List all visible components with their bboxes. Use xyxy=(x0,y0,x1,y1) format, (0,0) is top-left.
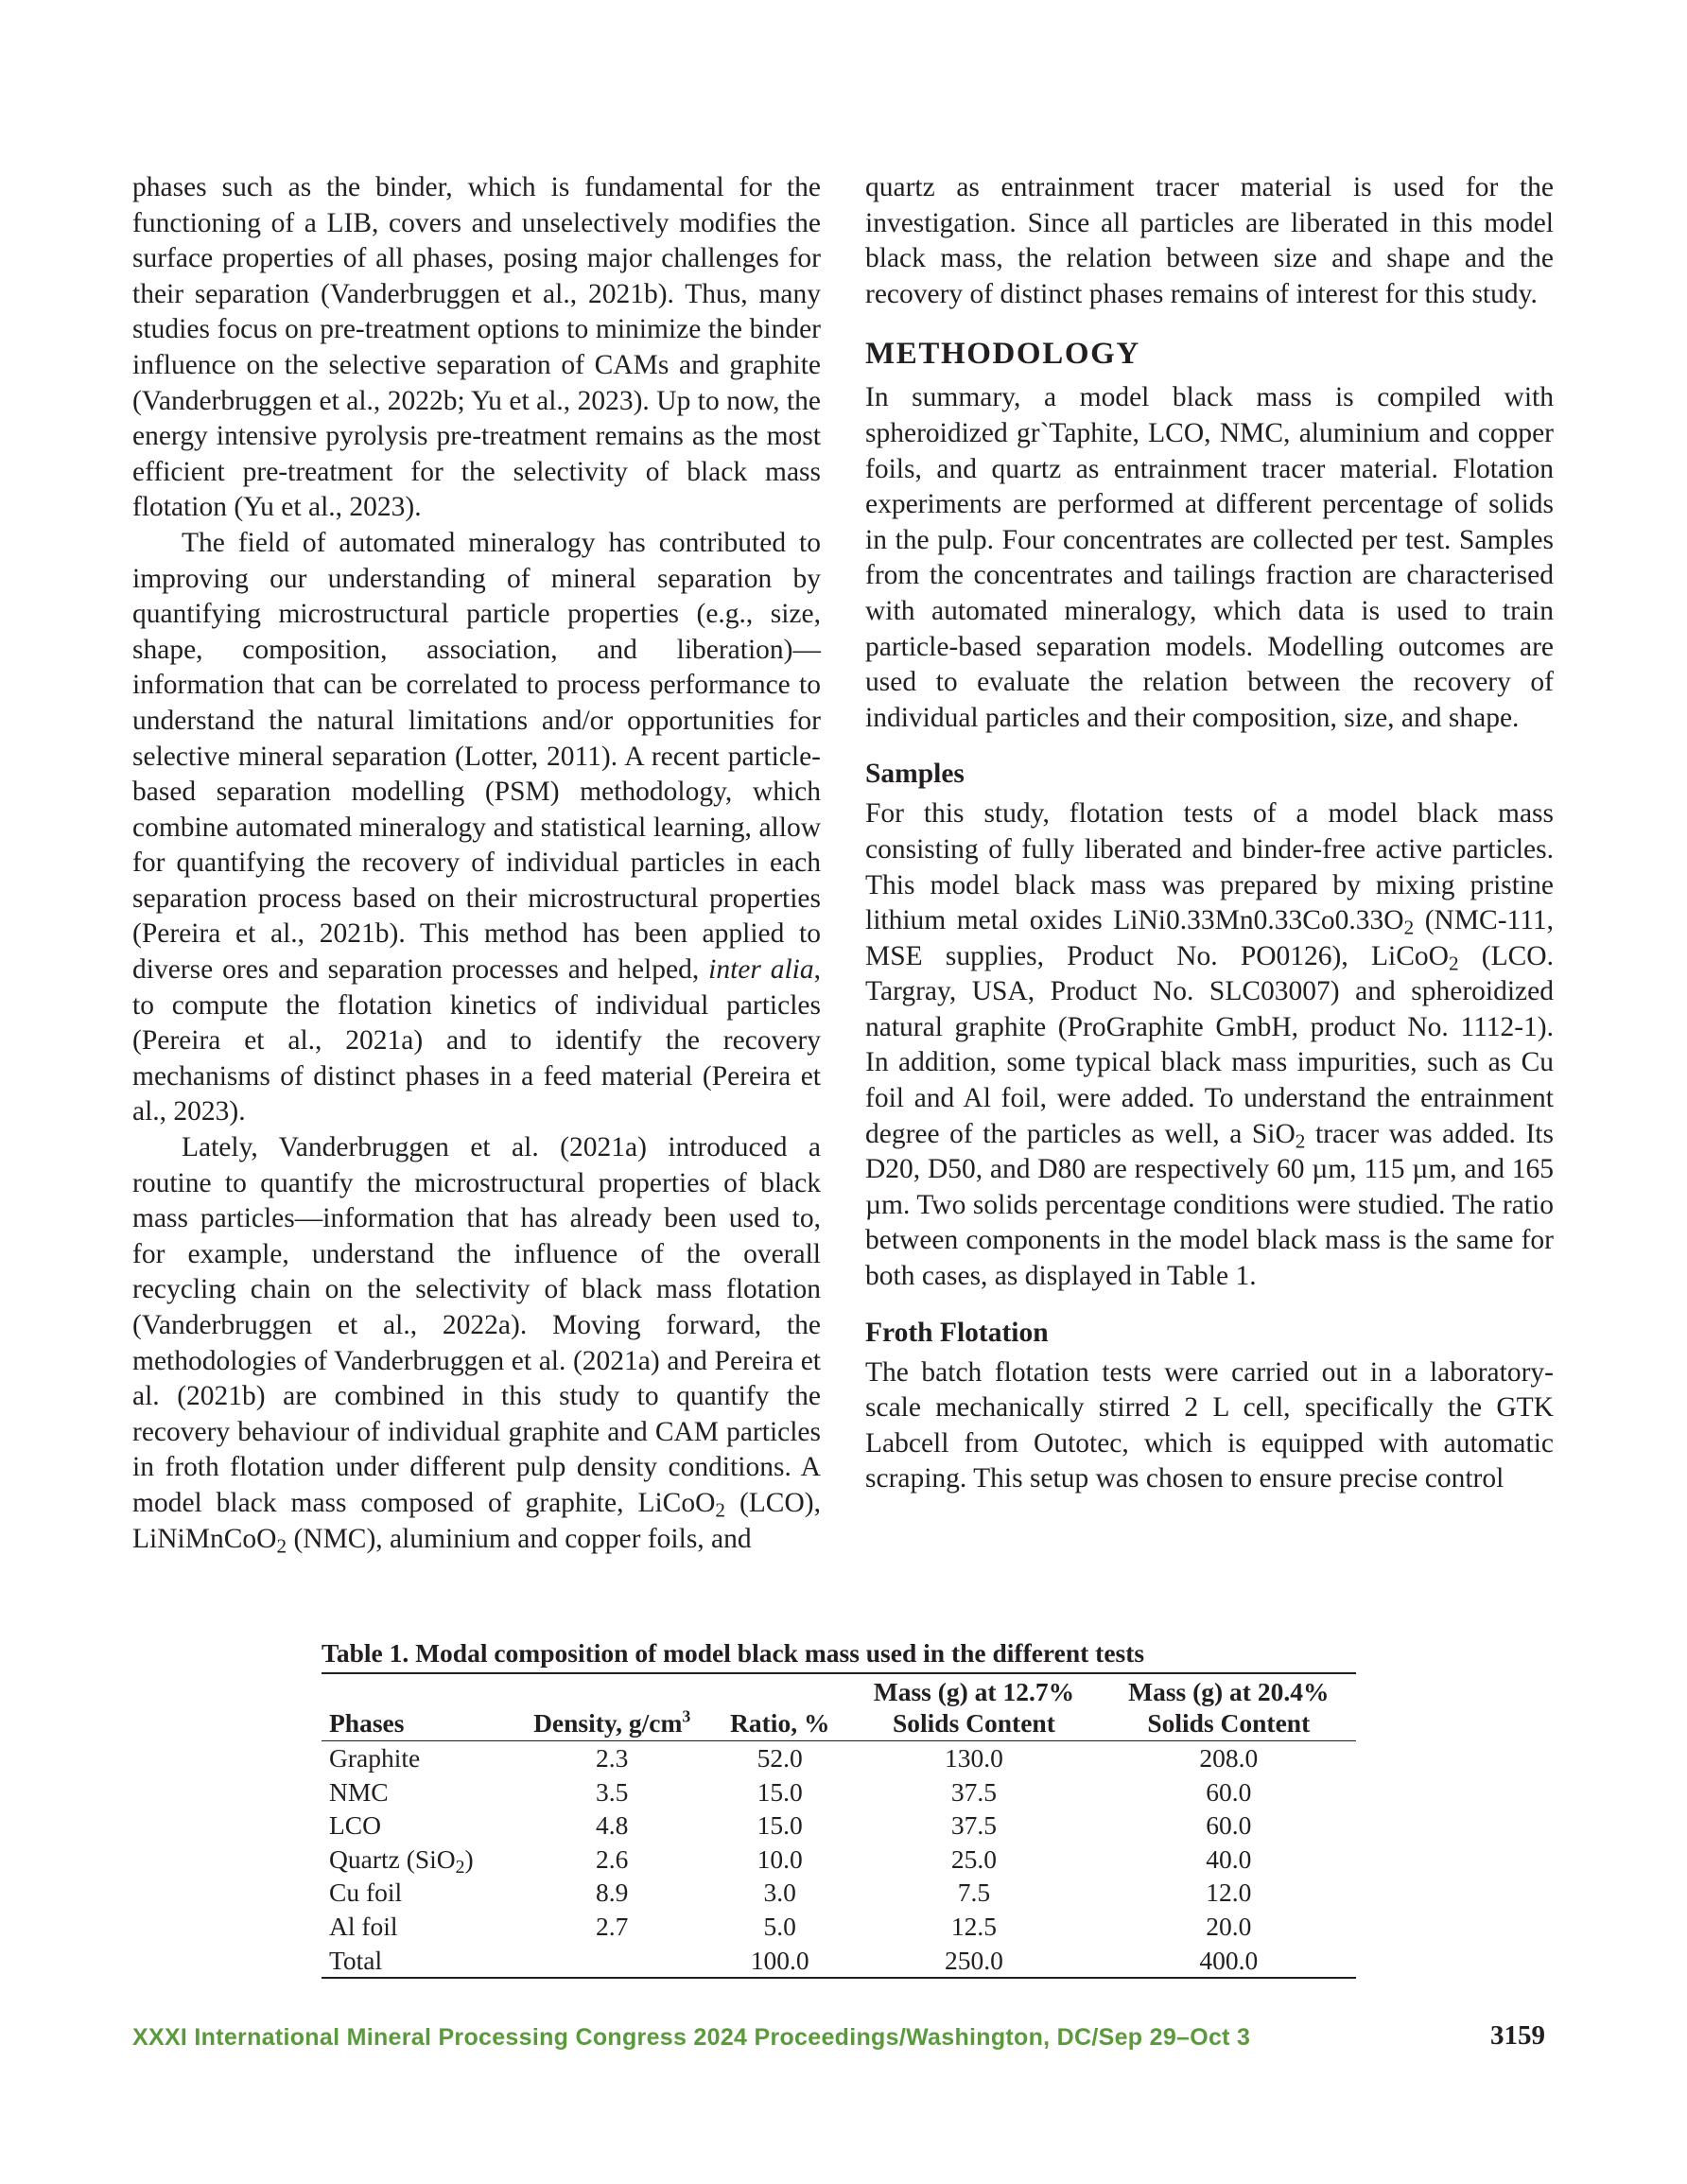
paragraph-froth-flotation: The batch flotation tests were carried out in a laboratory-scale mechanically stirred 2 L cell, specifically the GTK Labcell from Outotec, which is equipped with automatic scraping. This setup was chosen to ensure precise control xyxy=(865,1356,1554,1494)
section-heading-methodology: METHODOLOGY xyxy=(865,337,1140,372)
cell-mass-12-7: 37.5 xyxy=(950,1810,997,1841)
text-segment: The field of automated mineralogy has contributed to improving our understanding of mineral separation by quantifying microstructural particle properties (e.g., size, shape, composition, association, and liberation)—information that can be correlated to process performance to understand the natural limitations and/or opportunities for selective mineral separation (Lotter, 2011). A recent particle-based separation modelling (PSM) methodology, which combine automated mineralogy and statistical learning, allow for quantifying the recovery of individual particles in each separation process based on their microstructural properties (Pereira et al., 2021b). This method has been applied to diverse ores and separation processes and helped, xyxy=(132,527,821,986)
paragraph-samples xyxy=(865,796,1554,1294)
cell-mass-12-7: 250.0 xyxy=(846,1944,1101,1979)
cell-mass-20-4: 60.0 xyxy=(1206,1776,1252,1807)
subscript: 2 xyxy=(1448,951,1459,974)
conference-footer-text: XXXI International Mineral Processing Congress 2024 Proceedings/Washington, DC/Sep 29–Oct 3 xyxy=(132,2024,1251,2051)
table-row xyxy=(322,1741,1356,1775)
cell-mass-20-4: 400.0 xyxy=(1102,1944,1356,1979)
subscript: 2 xyxy=(455,1856,465,1878)
cell-phase: Total xyxy=(322,1944,511,1979)
cell-ratio: 3.0 xyxy=(763,1878,796,1908)
header-ratio-label: Ratio, % xyxy=(713,1707,846,1741)
cell-phase: Cu foil xyxy=(329,1878,403,1908)
header-mass-12-7-line1: Mass (g) at 12.7% xyxy=(846,1673,1101,1707)
page-footer xyxy=(132,2020,1545,2062)
cell-phase: Graphite xyxy=(329,1743,421,1773)
table-row xyxy=(322,1808,1356,1843)
modal-composition-table xyxy=(322,1672,1356,1979)
header-mass-20-4-line1: Mass (g) at 20.4% xyxy=(1102,1673,1356,1707)
table-caption: Table 1. Modal composition of model black mass used in the different tests xyxy=(322,1638,1145,1668)
cell-ratio: 15.0 xyxy=(757,1810,803,1841)
table-row-total xyxy=(322,1944,1356,1979)
cell-phase: LCO xyxy=(329,1810,381,1841)
cell-phase: NMC xyxy=(329,1776,389,1807)
table-row xyxy=(322,1775,1356,1809)
cell-mass-20-4: 40.0 xyxy=(1206,1843,1252,1874)
left-column xyxy=(132,170,821,1557)
text-segment: Lately, Vanderbruggen et al. (2021a) introduced a routine to quantify the microstructural properties of black mass particles—information that has already been used to, for example, understand the influence of the overall recycling chain on the selectivity of black mass flotation (Vanderbruggen et al., 2022a). Moving forward, the methodologies of Vanderbruggen et al. (2021a) and Pereira et al. (2021b) are combined in this study to quantify the recovery behaviour of individual graphite and CAM particles in froth flotation under different pulp density conditions. A model black mass composed of graphite, LiCoO xyxy=(132,1132,821,1518)
header-density xyxy=(511,1673,713,1707)
cell-ratio: 15.0 xyxy=(757,1776,803,1807)
header-phases-label: Phases xyxy=(322,1707,511,1741)
cell-ratio: 10.0 xyxy=(757,1843,803,1874)
text-segment: (NMC-111, MSE supplies, Product No. PO0126), LiCoO xyxy=(865,905,1554,971)
table-row xyxy=(322,1876,1356,1910)
table-1 xyxy=(322,1636,1356,1979)
subscript: 2 xyxy=(1295,1128,1306,1152)
right-column xyxy=(865,170,1554,1497)
text-segment: Quartz (SiO xyxy=(329,1843,456,1874)
cell-density xyxy=(511,1944,713,1979)
cell-ratio: 5.0 xyxy=(763,1911,796,1941)
text-segment: ) xyxy=(464,1843,474,1874)
table-header-row xyxy=(322,1673,1356,1707)
cell-density: 8.9 xyxy=(596,1878,629,1908)
subsection-heading-froth-flotation: Froth Flotation xyxy=(865,1317,1049,1348)
cell-mass-12-7: 7.5 xyxy=(957,1878,991,1908)
text-segment: , to compute the flotation kinetics of individual particles (Pereira et al., 2021a) and to identify the recovery mechanisms of distinct phases in a feed material (Pereira et al., 2023). xyxy=(132,954,822,1127)
paragraph-automated-mineralogy xyxy=(132,526,821,1130)
cell-ratio: 100.0 xyxy=(713,1944,846,1979)
subscript: 2 xyxy=(276,1533,287,1557)
table-header-row xyxy=(322,1707,1356,1741)
header-phases xyxy=(322,1673,511,1707)
cell-density: 3.5 xyxy=(596,1776,629,1807)
cell-phase xyxy=(322,1843,511,1877)
header-density-text: Density, g/cm xyxy=(533,1708,683,1738)
paragraph-lately xyxy=(132,1130,821,1557)
cell-density: 4.8 xyxy=(596,1810,629,1841)
text-segment: For this study, flotation tests of a model black mass consisting of fully liberated and binder-free active particles. This model black mass was prepared by mixing pristine lithium metal oxides LiNi0.33Mn0.33Co0.33O xyxy=(865,798,1554,936)
table-row xyxy=(322,1843,1356,1877)
cell-density: 2.3 xyxy=(596,1743,629,1773)
text-segment: (NMC), aluminium and copper foils, and xyxy=(287,1523,752,1554)
page-number: 3159 xyxy=(1490,2020,1545,2051)
text-segment: tracer was added. Its D20, D50, and D80 are respectively 60 µm, 115 µm, and 165 µm. Two solids percentage conditions were studied. The ratio between components in the model black mass is the same for both cases, as displayed in Table 1. xyxy=(865,1118,1554,1292)
header-mass-20-4-line2: Solids Content xyxy=(1102,1707,1356,1741)
superscript: 3 xyxy=(682,1706,691,1726)
header-density-label xyxy=(511,1707,713,1741)
subscript: 2 xyxy=(715,1498,726,1522)
cell-density: 2.6 xyxy=(596,1843,629,1874)
header-mass-12-7-line2: Solids Content xyxy=(846,1707,1101,1741)
cell-mass-12-7: 25.0 xyxy=(950,1843,997,1874)
text-segment: (LCO), LiNiMnCoO xyxy=(132,1487,821,1554)
subsection-heading-samples: Samples xyxy=(865,759,965,790)
paragraph-quartz-tracer: quartz as entrainment tracer material is used for the investigation. Since all particles are liberated in this model black mass, the relation between size and shape and the recovery of distinct phases remains of interest for this study. xyxy=(865,172,1554,309)
cell-mass-20-4: 12.0 xyxy=(1206,1878,1252,1908)
paragraph-methodology-summary: In summary, a model black mass is compiled with spheroidized gr`Taphite, LCO, NMC, aluminium and copper foils, and quartz as entrainment tracer material. Flotation experiments are performed at different percentage of solids in the pulp. Four concentrates are collected per test. Samples from the concentrates and tailings fraction are characterised with automated mineralogy, which data is used to train particle-based separation models. Modelling outcomes are used to evaluate the relation between the recovery of individual particles and their composition, size, and shape. xyxy=(865,382,1554,733)
cell-mass-12-7: 12.5 xyxy=(950,1911,997,1941)
cell-mass-20-4: 20.0 xyxy=(1206,1911,1252,1941)
cell-density: 2.7 xyxy=(596,1911,629,1941)
table-row xyxy=(322,1910,1356,1944)
header-ratio xyxy=(713,1673,846,1707)
paragraph-binder: phases such as the binder, which is fundamental for the functioning of a LIB, covers and unselectively modifies the surface properties of all phases, posing major challenges for their separation (Vanderbruggen et al., 2021b). Thus, many studies focus on pre-treatment options to minimize the binder influence on the selective separation of CAMs and graphite (Vanderbruggen et al., 2022b; Yu et al., 2023). Up to now, the energy intensive pyrolysis pre-treatment remains as the most efficient pre-treatment for the selectivity of black mass flotation (Yu et al., 2023). xyxy=(132,172,821,523)
subscript: 2 xyxy=(1403,916,1415,939)
cell-mass-12-7: 37.5 xyxy=(950,1776,997,1807)
cell-mass-20-4: 208.0 xyxy=(1199,1743,1259,1773)
cell-mass-12-7: 130.0 xyxy=(944,1743,1003,1773)
text-segment: (LCO. Targray, USA, Product No. SLC03007) and spheroidized natural graphite (ProGraphite GmbH, product No. 1112-1). In addition, some typical black mass impurities, such as Cu foil and Al foil, were added. To understand the entrainment degree of the particles as well, a SiO xyxy=(865,940,1554,1149)
cell-ratio: 52.0 xyxy=(757,1743,803,1773)
italic-term: inter alia xyxy=(708,954,814,986)
cell-mass-20-4: 60.0 xyxy=(1206,1810,1252,1841)
cell-phase: Al foil xyxy=(329,1911,398,1941)
